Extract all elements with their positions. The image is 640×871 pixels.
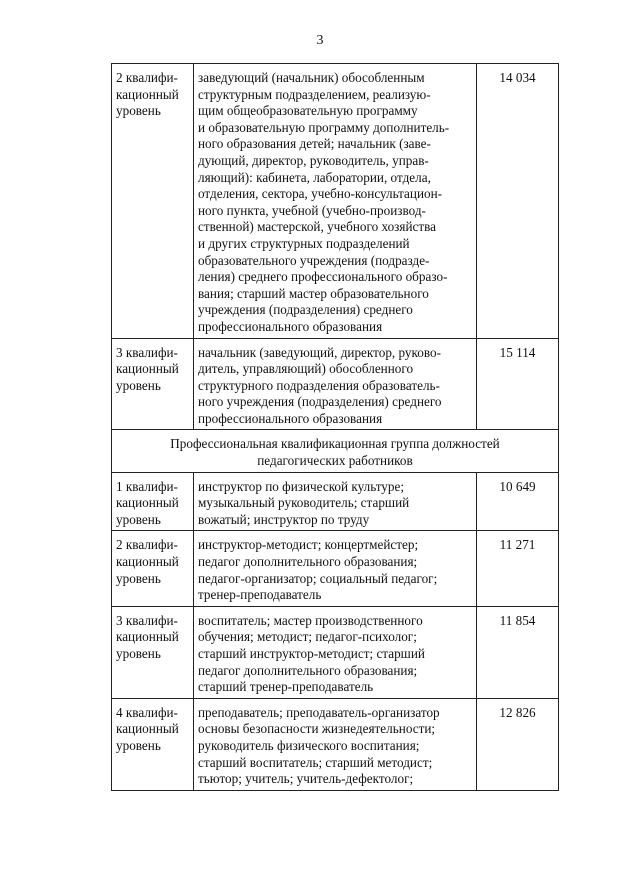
qualification-level-cell: 3 квалифи- кационный уровень xyxy=(112,606,194,698)
salary-cell: 10 649 xyxy=(477,472,559,531)
table-row xyxy=(112,472,559,531)
salary-cell: 12 826 xyxy=(477,698,559,790)
qualification-level-cell: 3 квалифи- кационный уровень xyxy=(112,338,194,430)
group-header-row xyxy=(112,430,559,472)
salary-cell: 11 271 xyxy=(477,531,559,606)
salary-cell: 15 114 xyxy=(477,338,559,430)
positions-cell: воспитатель; мастер производственного обучения; методист; педагог-психолог; старший инструктор-методист; старший педагог дополнительного образования; старший тренер-преподаватель xyxy=(194,606,477,698)
table-row xyxy=(112,606,559,698)
page-number: 3 xyxy=(316,33,324,48)
table-row xyxy=(112,698,559,790)
table-row xyxy=(112,338,559,430)
positions-cell: инструктор по физической культуре; музыкальный руководитель; старший вожатый; инструктор по труду xyxy=(194,472,477,531)
positions-cell: инструктор-методист; концертмейстер; педагог дополнительного образования; педагог-организатор; социальный педагог; тренер-преподаватель xyxy=(194,531,477,606)
salary-cell: 14 034 xyxy=(477,64,559,339)
positions-cell: преподаватель; преподаватель-организатор основы безопасности жизнедеятельности; руководитель физического воспитания; старший воспитатель; старший методист; тьютор; учитель; учитель-дефектолог; xyxy=(194,698,477,790)
qualification-level-cell: 2 квалифи- кационный уровень xyxy=(112,531,194,606)
table-row xyxy=(112,64,559,339)
salary-cell: 11 854 xyxy=(477,606,559,698)
qualification-level-cell: 2 квалифи- кационный уровень xyxy=(112,64,194,339)
positions-cell: начальник (заведующий, директор, руково- дитель, управляющий) обособленного структурного подразделения образователь- ного учреждения (подразделения) среднего профессионального образования xyxy=(194,338,477,430)
qualification-level-cell: 4 квалифи- кационный уровень xyxy=(112,698,194,790)
positions-cell: заведующий (начальник) обособленным структурным подразделением, реализую- щим общеобразовательную программу и образовательную программу дополнитель- ного образования детей; начальник (заве- дующий, директор, руководитель, управ- ляющий): кабинета, лаборатории, отдела, отделения, сектора, учебно-консультацион- ного пункта, учебной (учебно-производ- ственной) мастерской, учебного хозяйства и других структурных подразделений образовательного учреждения (подразде- ления) среднего профессионального образо- вания; старший мастер образовательного учреждения (подразделения) среднего профессионального образования xyxy=(194,64,477,339)
qualification-level-cell: 1 квалифи- кационный уровень xyxy=(112,472,194,531)
salary-table xyxy=(111,63,559,791)
table-row xyxy=(112,531,559,606)
group-header: Профессиональная квалификационная группа должностей педагогических работников xyxy=(112,430,559,472)
